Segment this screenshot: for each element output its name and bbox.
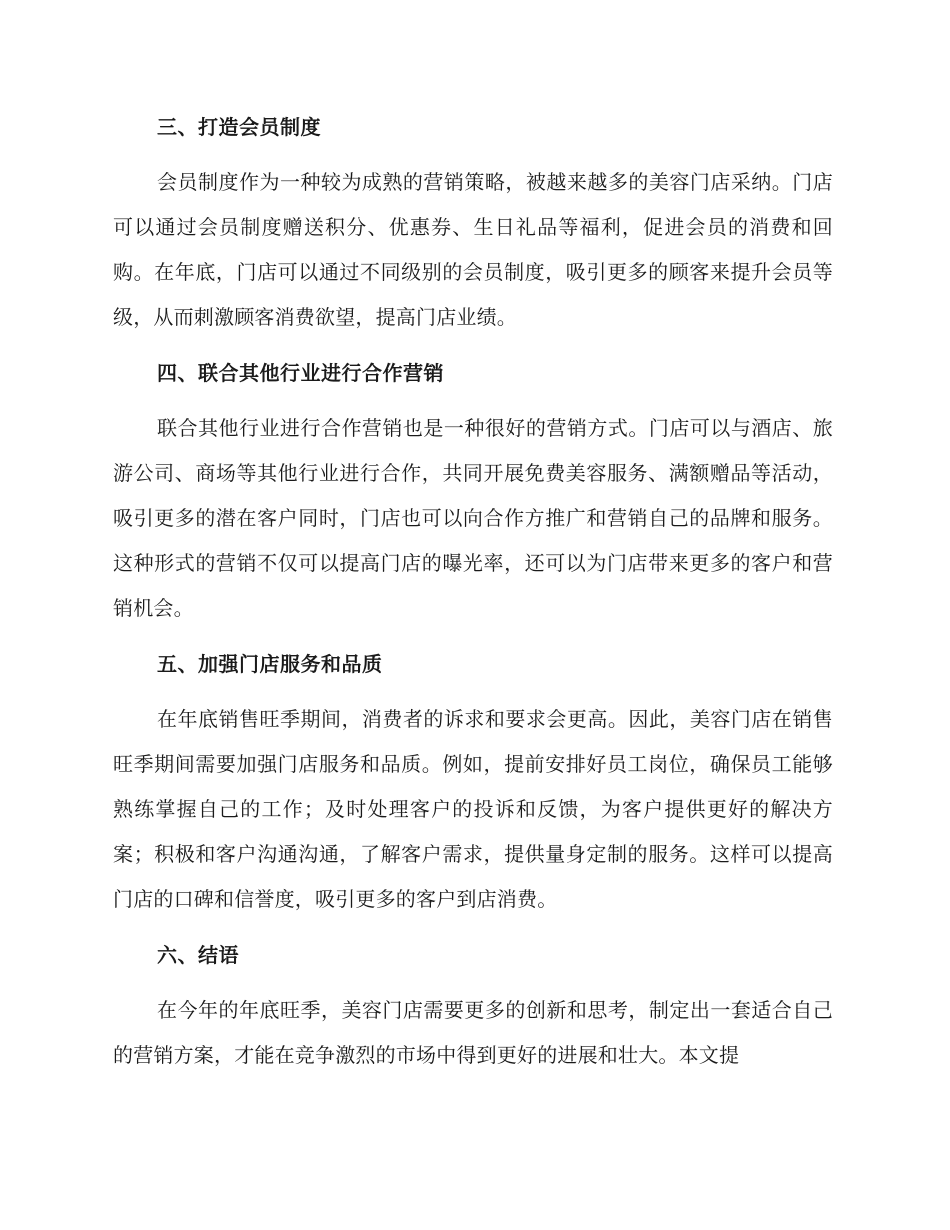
section-body-5: 在年底销售旺季期间，消费者的诉求和要求会更高。因此，美容门店在销售旺季期间需要加强门店服务和品质。例如，提前安排好员工岗位，确保员工能够熟练掌握自己的工作；及时处理客户的投诉和反馈，为客户提供更好的解决方案；积极和客户沟通沟通，了解客户需求，提供量身定制的服务。这样可以提高门店的口碑和信誉度，吸引更多的客户到店消费。 [113, 707, 833, 911]
section-body-3: 会员制度作为一种较为成熟的营销策略，被越来越多的美容门店采纳。门店可以通过会员制度赠送积分、优惠券、生日礼品等福利，促进会员的消费和回购。在年底，门店可以通过不同级别的会员制度，吸引更多的顾客来提升会员等级，从而刺激顾客消费欲望，提高门店业绩。 [113, 170, 833, 329]
document-page [113, 104, 833, 1088]
section-body-6: 在今年的年底旺季，美容门店需要更多的创新和思考，制定出一套适合自己的营销方案，才能在竞争激烈的市场中得到更好的进展和壮大。本文提 [113, 998, 833, 1067]
section-heading-6: 六、结语 [157, 943, 239, 967]
section-body-4: 联合其他行业进行合作营销也是一种很好的营销方式。门店可以与酒店、旅游公司、商场等其他行业进行合作，共同开展免费美容服务、满额赠品等活动，吸引更多的潜在客户同时，门店也可以向合作方推广和营销自己的品牌和服务。这种形式的营销不仅可以提高门店的曝光率，还可以为门店带来更多的客户和营销机会。 [113, 416, 833, 620]
section-heading-4: 四、联合其他行业进行合作营销 [157, 361, 444, 385]
section-heading-5: 五、加强门店服务和品质 [157, 652, 383, 676]
section-heading-3: 三、打造会员制度 [157, 115, 321, 139]
